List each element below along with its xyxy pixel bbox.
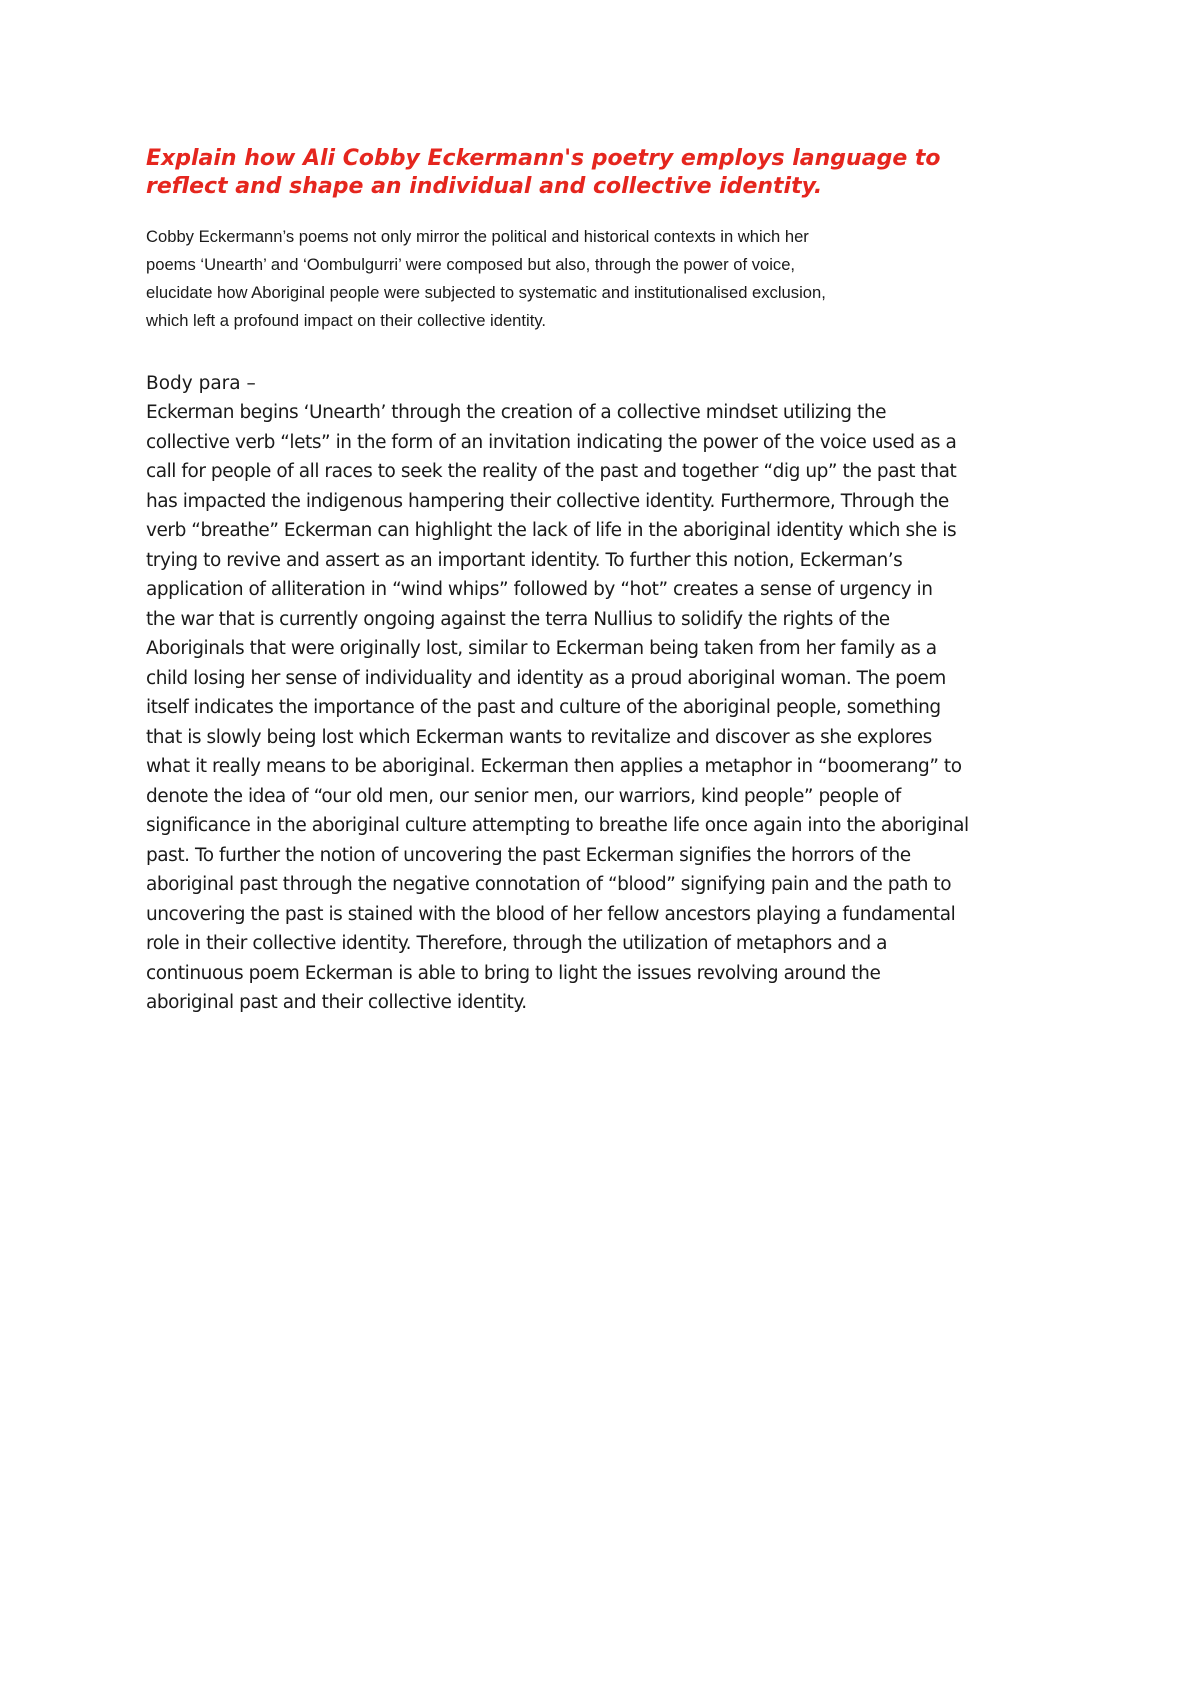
body-line: Aboriginals that were originally lost, similar to Eckerman being taken from her family as a (146, 638, 937, 659)
intro-line: elucidate how Aboriginal people were subjected to systematic and institutionalised exclusion, (146, 283, 826, 302)
body-line: what it really means to be aboriginal. Eckerman then applies a metaphor in “boomerang” to (146, 756, 962, 777)
body-line: role in their collective identity. Therefore, through the utilization of metaphors and a (146, 933, 888, 954)
body-line: verb “breathe” Eckerman can highlight the lack of life in the aboriginal identity which she is (146, 520, 957, 541)
body-line: child losing her sense of individuality and identity as a proud aboriginal woman. The poem (146, 667, 946, 689)
title-line: reflect and shape an individual and collective identity. (146, 174, 823, 199)
body-line: the war that is currently ongoing against the terra Nullius to solidify the rights of the (146, 608, 890, 630)
document-content (146, 145, 1078, 1018)
body-line: uncovering the past is stained with the blood of her fellow ancestors playing a fundamental (146, 903, 956, 925)
body-line: continuous poem Eckerman is able to bring to light the issues revolving around the (146, 962, 881, 984)
body-line: Eckerman begins ‘Unearth’ through the creation of a collective mindset utilizing the (146, 402, 887, 423)
body-line: has impacted the indigenous hampering their collective identity. Furthermore, Through the (146, 490, 949, 512)
body-line: that is slowly being lost which Eckerman wants to revitalize and discover as she explores (146, 726, 932, 748)
body-line: significance in the aboriginal culture attempting to breathe life once again into the aboriginal (146, 815, 969, 836)
body-paragraph (146, 398, 1078, 1018)
body-line: collective verb “lets” in the form of an invitation indicating the power of the voice used as a (146, 431, 957, 453)
body-paragraph-heading: Body para – (146, 373, 256, 394)
body-line: denote the idea of “our old men, our senior men, our warriors, kind people” people of (146, 785, 901, 807)
body-line: call for people of all races to seek the reality of the past and together “dig up” the past that (146, 461, 957, 482)
intro-line: Cobby Eckermann’s poems not only mirror the political and historical contexts in which her (146, 227, 809, 246)
body-line: application of alliteration in “wind whips” followed by “hot” creates a sense of urgency in (146, 579, 933, 600)
body-line: trying to revive and assert as an important identity. To further this notion, Eckerman’s (146, 549, 903, 571)
body-line: past. To further the notion of uncovering the past Eckerman signifies the horrors of the (146, 844, 911, 866)
intro-line: poems ‘Unearth’ and ‘Oombulgurri’ were composed but also, through the power of voice, (146, 255, 796, 274)
body-line: itself indicates the importance of the past and culture of the aboriginal people, something (146, 697, 941, 718)
body-line: aboriginal past through the negative connotation of “blood” signifying pain and the path to (146, 874, 952, 895)
body-line: aboriginal past and their collective identity. (146, 992, 527, 1013)
introduction-paragraph (146, 223, 1078, 335)
title-line: Explain how Ali Cobby Eckermann's poetry employs language to (146, 146, 941, 171)
essay-question-title (146, 145, 1078, 201)
intro-line: which left a profound impact on their collective identity. (146, 311, 546, 330)
